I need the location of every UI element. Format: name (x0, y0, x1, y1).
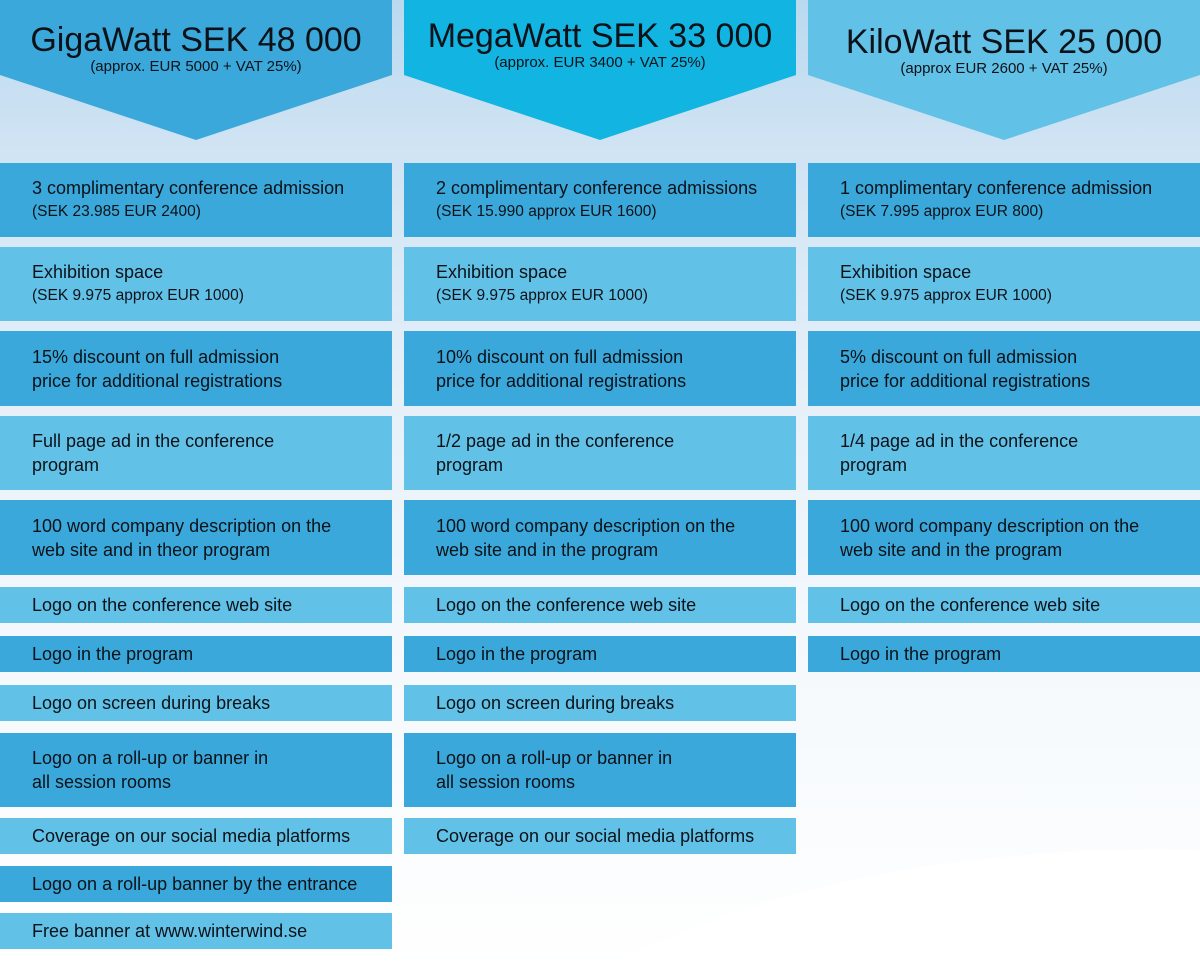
tier-subtitle: (approx. EUR 3400 + VAT 25%) (494, 54, 706, 71)
benefit-line1: Exhibition space (436, 262, 568, 282)
benefit-line2: all session rooms (436, 772, 576, 792)
benefit-line2: (SEK 9.975 approx EUR 1000) (436, 287, 648, 304)
benefit-row-logo-screen (404, 685, 796, 721)
benefit-line1: 1/4 page ad in the conference (840, 431, 1079, 451)
benefit-line2: program (436, 455, 504, 475)
benefit-line1: 5% discount on full admission (840, 346, 1078, 367)
benefit-line1: Logo on a roll-up banner by the entrance (32, 874, 358, 894)
benefit-line2: program (32, 455, 100, 475)
tier-subtitle: (approx. EUR 5000 + VAT 25%) (90, 58, 302, 75)
benefit-line1: Logo on a roll-up or banner in (32, 748, 269, 768)
benefit-line2: price for additional registrations (436, 370, 687, 391)
benefit-row-ad (808, 416, 1200, 490)
benefit-line1: 100 word company description on the (840, 515, 1140, 536)
tier-gigawatt-header (0, 0, 392, 140)
benefit-row-rollup-rooms (404, 733, 796, 807)
tier-subtitle: (approx EUR 2600 + VAT 25%) (900, 60, 1108, 77)
tier-kilowatt-column (808, 0, 1200, 973)
tier-title: MegaWatt SEK 33 000 (427, 17, 773, 55)
benefit-line1: 100 word company description on the (32, 515, 332, 536)
benefit-line2: price for additional registrations (840, 370, 1091, 391)
benefit-row-logo-web (404, 587, 796, 623)
benefit-line2: (SEK 15.990 approx EUR 1600) (436, 203, 657, 220)
benefit-row-logo-web (808, 587, 1200, 623)
tier-kilowatt-header (808, 0, 1200, 140)
benefit-row-social-media (404, 818, 796, 854)
benefit-line1: Logo on the conference web site (840, 595, 1101, 615)
benefit-row-admissions (0, 163, 392, 237)
benefit-line1: 2 complimentary conference admissions (436, 178, 758, 198)
benefit-line1: Exhibition space (840, 262, 972, 282)
benefit-line1: 1 complimentary conference admission (840, 178, 1153, 198)
benefit-row-description (0, 500, 392, 575)
benefit-line1: Coverage on our social media platforms (32, 826, 351, 846)
benefit-line1: 15% discount on full admission (32, 346, 280, 367)
benefit-row-exhibition (0, 247, 392, 321)
benefit-row-admissions (404, 163, 796, 237)
benefit-row-logo-screen (0, 685, 392, 721)
benefit-row-logo-program (0, 636, 392, 672)
benefit-line1: Full page ad in the conference (32, 431, 275, 451)
benefit-row-discount (404, 331, 796, 406)
benefit-line1: Free banner at www.winterwind.se (32, 921, 308, 941)
benefit-row-description (404, 500, 796, 575)
benefit-row-logo-program (404, 636, 796, 672)
benefit-row-logo-program (808, 636, 1200, 672)
benefit-row-ad (404, 416, 796, 490)
benefit-line1: Logo in the program (32, 644, 194, 664)
benefit-line1: Logo in the program (436, 644, 598, 664)
benefit-line2: (SEK 7.995 approx EUR 800) (840, 203, 1044, 220)
benefit-row-admissions (808, 163, 1200, 237)
benefit-row-rollup-rooms (0, 733, 392, 807)
benefit-row-discount (808, 331, 1200, 406)
benefit-line1: Logo on screen during breaks (32, 693, 271, 713)
benefit-line1: Coverage on our social media platforms (436, 826, 755, 846)
benefit-row-social-media (0, 818, 392, 854)
benefit-line1: Logo on a roll-up or banner in (436, 748, 673, 768)
benefit-line2: web site and in the program (840, 539, 1063, 560)
benefit-line2: (SEK 23.985 EUR 2400) (32, 203, 201, 220)
benefit-row-exhibition (808, 247, 1200, 321)
benefit-line2: web site and in the program (436, 539, 659, 560)
tier-title: GigaWatt SEK 48 000 (30, 21, 362, 59)
tier-megawatt-header (404, 0, 796, 140)
benefit-row-rollup-entrance (0, 866, 392, 902)
benefit-row-logo-web (0, 587, 392, 623)
benefit-line2: price for additional registrations (32, 370, 283, 391)
benefit-line2: (SEK 9.975 approx EUR 1000) (32, 287, 244, 304)
benefit-line2: all session rooms (32, 772, 172, 792)
benefit-line1: 100 word company description on the (436, 515, 736, 536)
tier-megawatt-column (404, 0, 796, 973)
benefit-line2: web site and in theor program (32, 539, 271, 560)
benefit-line1: Logo on the conference web site (436, 595, 697, 615)
benefit-row-discount (0, 331, 392, 406)
tier-title: KiloWatt SEK 25 000 (845, 23, 1163, 61)
benefit-row-exhibition (404, 247, 796, 321)
benefit-line2: program (840, 455, 908, 475)
benefit-row-ad (0, 416, 392, 490)
benefit-line1: 10% discount on full admission (436, 346, 684, 367)
benefit-line1: Logo on the conference web site (32, 595, 293, 615)
benefit-line1: Exhibition space (32, 262, 164, 282)
benefit-line1: 1/2 page ad in the conference (436, 431, 675, 451)
benefit-line2: (SEK 9.975 approx EUR 1000) (840, 287, 1052, 304)
benefit-row-description (808, 500, 1200, 575)
benefit-row-free-banner (0, 913, 392, 949)
benefit-line1: Logo on screen during breaks (436, 693, 675, 713)
benefit-line1: 3 complimentary conference admission (32, 178, 345, 198)
benefit-line1: Logo in the program (840, 644, 1002, 664)
tier-gigawatt-column (0, 0, 392, 973)
